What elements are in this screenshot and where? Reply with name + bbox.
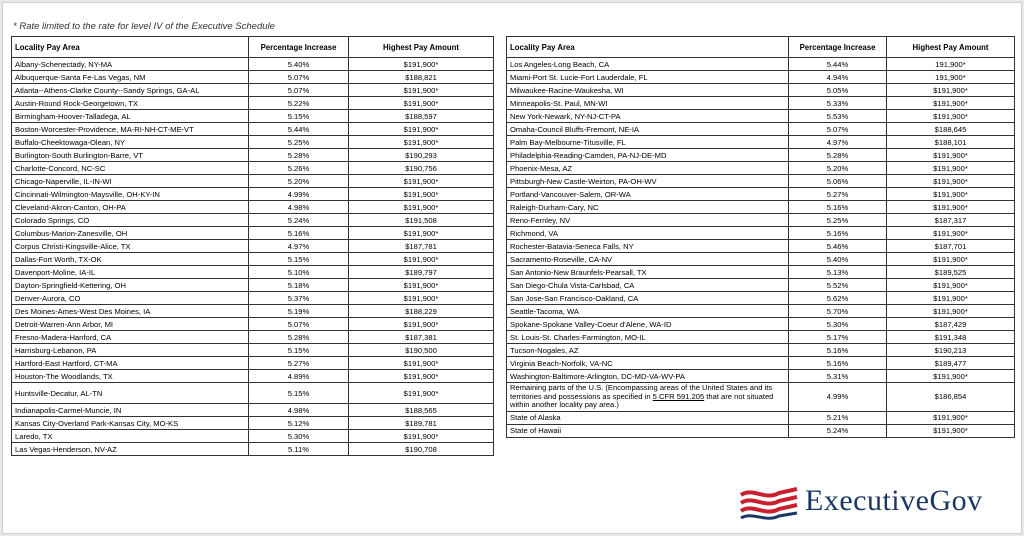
locality-cell: Spokane-Spokane Valley-Coeur d'Alene, WA-ID bbox=[507, 318, 789, 331]
pay-cell: $190,756 bbox=[349, 162, 494, 175]
header-percentage: Percentage Increase bbox=[249, 37, 349, 58]
table-row bbox=[507, 84, 1015, 97]
table-row bbox=[12, 344, 494, 357]
pay-cell: $189,525 bbox=[887, 266, 1015, 279]
table-row bbox=[507, 344, 1015, 357]
percentage-cell: 5.28% bbox=[249, 331, 349, 344]
percentage-cell: 5.11% bbox=[249, 443, 349, 456]
percentage-cell: 5.15% bbox=[249, 253, 349, 266]
pay-cell: $191,900* bbox=[349, 370, 494, 383]
percentage-cell: 5.44% bbox=[789, 58, 887, 71]
locality-cell: State of Hawaii bbox=[507, 424, 789, 437]
locality-cell: Cincinnati-Wilmington-Maysville, OH-KY-IN bbox=[12, 188, 249, 201]
table-row bbox=[12, 58, 494, 71]
pay-cell: $191,900* bbox=[349, 58, 494, 71]
table-row bbox=[507, 110, 1015, 123]
percentage-cell: 5.62% bbox=[789, 292, 887, 305]
percentage-cell: 5.28% bbox=[249, 149, 349, 162]
table-row bbox=[507, 162, 1015, 175]
header-locality: Locality Pay Area bbox=[507, 37, 789, 58]
percentage-cell: 5.20% bbox=[249, 175, 349, 188]
locality-cell: St. Louis-St. Charles-Farmington, MO-IL bbox=[507, 331, 789, 344]
flag-waves-icon bbox=[739, 487, 799, 521]
locality-cell: Dallas-Fort Worth, TX-OK bbox=[12, 253, 249, 266]
pay-cell: $190,293 bbox=[349, 149, 494, 162]
pay-cell: $191,900* bbox=[887, 279, 1015, 292]
locality-cell: San Diego-Chula Vista-Carlsbad, CA bbox=[507, 279, 789, 292]
percentage-cell: 5.18% bbox=[249, 279, 349, 292]
table-row bbox=[507, 201, 1015, 214]
percentage-cell: 5.16% bbox=[249, 227, 349, 240]
locality-cell: State of Alaska bbox=[507, 411, 789, 424]
locality-cell: Fresno-Madera-Hanford, CA bbox=[12, 331, 249, 344]
table-row bbox=[12, 110, 494, 123]
percentage-cell: 5.40% bbox=[249, 58, 349, 71]
table-row bbox=[507, 424, 1015, 437]
pay-cell: $191,900* bbox=[349, 123, 494, 136]
content-frame bbox=[2, 2, 1022, 534]
table-row bbox=[12, 240, 494, 253]
pay-cell: $187,701 bbox=[887, 240, 1015, 253]
table-row bbox=[507, 318, 1015, 331]
pay-cell: $189,781 bbox=[349, 417, 494, 430]
table-row bbox=[12, 136, 494, 149]
executivegov-logo bbox=[739, 483, 1019, 523]
locality-cell: Houston-The Woodlands, TX bbox=[12, 370, 249, 383]
table-row bbox=[507, 58, 1015, 71]
percentage-cell: 5.07% bbox=[249, 84, 349, 97]
percentage-cell: 5.28% bbox=[789, 149, 887, 162]
pay-cell: $190,213 bbox=[887, 344, 1015, 357]
table-header-row bbox=[507, 37, 1015, 58]
percentage-cell: 4.98% bbox=[249, 201, 349, 214]
table-row bbox=[12, 266, 494, 279]
percentage-cell: 5.26% bbox=[249, 162, 349, 175]
percentage-cell: 5.07% bbox=[249, 318, 349, 331]
percentage-cell: 5.15% bbox=[249, 344, 349, 357]
locality-cell: Sacramento-Roseville, CA-NV bbox=[507, 253, 789, 266]
locality-cell: Indianapolis-Carmel-Muncie, IN bbox=[12, 404, 249, 417]
locality-cell: Harrisburg-Lebanon, PA bbox=[12, 344, 249, 357]
table-row bbox=[12, 201, 494, 214]
locality-cell: Omaha-Council Bluffs-Fremont, NE-IA bbox=[507, 123, 789, 136]
locality-cell: Austin-Round Rock-Georgetown, TX bbox=[12, 97, 249, 110]
locality-cell: San Antonio-New Braunfels-Pearsall, TX bbox=[507, 266, 789, 279]
percentage-cell: 5.15% bbox=[249, 110, 349, 123]
percentage-cell: 4.94% bbox=[789, 71, 887, 84]
table-row bbox=[507, 214, 1015, 227]
locality-cell: Des Moines-Ames-West Des Moines, IA bbox=[12, 305, 249, 318]
percentage-cell: 5.31% bbox=[789, 370, 887, 383]
locality-cell: Phoenix-Mesa, AZ bbox=[507, 162, 789, 175]
locality-cell: Detroit-Warren-Ann Arbor, MI bbox=[12, 318, 249, 331]
pay-cell: $191,900* bbox=[349, 227, 494, 240]
locality-cell: Albany-Schenectady, NY-MA bbox=[12, 58, 249, 71]
locality-cell: Minneapolis-St. Paul, MN-WI bbox=[507, 97, 789, 110]
table-row bbox=[507, 175, 1015, 188]
logo-wordmark: ExecutiveGov bbox=[805, 484, 983, 517]
percentage-cell: 5.07% bbox=[789, 123, 887, 136]
pay-cell: $191,900* bbox=[349, 175, 494, 188]
table-row-remaining-us bbox=[507, 383, 1015, 412]
header-highest-pay: Highest Pay Amount bbox=[349, 37, 494, 58]
table-row bbox=[507, 357, 1015, 370]
pay-cell: $191,900* bbox=[349, 97, 494, 110]
pay-cell: $187,317 bbox=[887, 214, 1015, 227]
locality-cell: Albuquerque-Santa Fe-Las Vegas, NM bbox=[12, 71, 249, 84]
locality-cell: Huntsville-Decatur, AL-TN bbox=[12, 383, 249, 404]
percentage-cell: 4.99% bbox=[789, 383, 887, 412]
pay-cell: 191,900* bbox=[887, 71, 1015, 84]
pay-cell: $191,900* bbox=[349, 188, 494, 201]
pay-cell: $187,429 bbox=[887, 318, 1015, 331]
pay-cell: $191,900* bbox=[887, 97, 1015, 110]
percentage-cell: 5.13% bbox=[789, 266, 887, 279]
table-row bbox=[507, 188, 1015, 201]
locality-cell: Dayton-Springfield-Kettering, OH bbox=[12, 279, 249, 292]
header-locality: Locality Pay Area bbox=[12, 37, 249, 58]
locality-cell: Tucson-Nogales, AZ bbox=[507, 344, 789, 357]
percentage-cell: 5.30% bbox=[249, 430, 349, 443]
locality-cell: Birmingham-Hoover-Talladega, AL bbox=[12, 110, 249, 123]
pay-cell: $190,500 bbox=[349, 344, 494, 357]
locality-cell: Seattle-Tacoma, WA bbox=[507, 305, 789, 318]
table-row bbox=[12, 417, 494, 430]
pay-cell: $191,900* bbox=[887, 84, 1015, 97]
locality-cell: Atlanta--Athens-Clarke County--Sandy Springs, GA-AL bbox=[12, 84, 249, 97]
locality-cell: Cleveland-Akron-Canton, OH-PA bbox=[12, 201, 249, 214]
table-row bbox=[507, 279, 1015, 292]
pay-cell: $191,508 bbox=[349, 214, 494, 227]
table-row bbox=[12, 84, 494, 97]
pay-cell: $191,900* bbox=[887, 149, 1015, 162]
locality-cell: Reno-Fernley, NV bbox=[507, 214, 789, 227]
table-row bbox=[507, 411, 1015, 424]
table-row bbox=[507, 71, 1015, 84]
locality-cell: Palm Bay-Melbourne-Titusville, FL bbox=[507, 136, 789, 149]
pay-cell: $187,381 bbox=[349, 331, 494, 344]
pay-cell: $191,900* bbox=[349, 253, 494, 266]
header-highest-pay: Highest Pay Amount bbox=[887, 37, 1015, 58]
table-row bbox=[507, 136, 1015, 149]
locality-cell: Portland-Vancouver-Salem, OR-WA bbox=[507, 188, 789, 201]
percentage-cell: 5.16% bbox=[789, 227, 887, 240]
header-percentage: Percentage Increase bbox=[789, 37, 887, 58]
percentage-cell: 5.05% bbox=[789, 84, 887, 97]
percentage-cell: 4.89% bbox=[249, 370, 349, 383]
cfr-link[interactable]: 5 CFR 591.205 bbox=[652, 391, 705, 401]
percentage-cell: 5.27% bbox=[789, 188, 887, 201]
table-row bbox=[12, 123, 494, 136]
locality-cell: Burlington-South Burlington-Barre, VT bbox=[12, 149, 249, 162]
locality-cell: Kansas City-Overland Park-Kansas City, MO-KS bbox=[12, 417, 249, 430]
locality-cell: Buffalo-Cheektowaga-Olean, NY bbox=[12, 136, 249, 149]
pay-cell: $191,900* bbox=[887, 110, 1015, 123]
locality-cell: Columbus-Marion-Zanesville, OH bbox=[12, 227, 249, 240]
percentage-cell: 5.17% bbox=[789, 331, 887, 344]
locality-cell: Pittsburgh-New Castle-Weirton, PA-OH-WV bbox=[507, 175, 789, 188]
pay-cell: $191,900* bbox=[349, 430, 494, 443]
pay-cell: $191,900* bbox=[887, 370, 1015, 383]
locality-cell: Chicago-Naperville, IL-IN-WI bbox=[12, 175, 249, 188]
table-row bbox=[507, 149, 1015, 162]
percentage-cell: 5.25% bbox=[789, 214, 887, 227]
pay-cell: $187,781 bbox=[349, 240, 494, 253]
percentage-cell: 5.46% bbox=[789, 240, 887, 253]
table-row bbox=[507, 266, 1015, 279]
locality-table-left bbox=[11, 36, 494, 456]
footnote: * Rate limited to the rate for level IV of the Executive Schedule bbox=[13, 21, 275, 32]
locality-cell: Raleigh-Durham-Cary, NC bbox=[507, 201, 789, 214]
pay-cell: $191,900* bbox=[887, 201, 1015, 214]
locality-cell: Virginia Beach-Norfolk, VA-NC bbox=[507, 357, 789, 370]
pay-cell: $191,900* bbox=[349, 292, 494, 305]
percentage-cell: 5.33% bbox=[789, 97, 887, 110]
pay-cell: $188,645 bbox=[887, 123, 1015, 136]
percentage-cell: 5.21% bbox=[789, 411, 887, 424]
table-row bbox=[12, 279, 494, 292]
table-row bbox=[507, 292, 1015, 305]
table-row bbox=[12, 162, 494, 175]
locality-cell: Los Angeles-Long Beach, CA bbox=[507, 58, 789, 71]
percentage-cell: 5.70% bbox=[789, 305, 887, 318]
locality-cell: Las Vegas-Henderson, NV-AZ bbox=[12, 443, 249, 456]
table-row bbox=[12, 404, 494, 417]
pay-cell: $191,900* bbox=[349, 201, 494, 214]
table-row bbox=[507, 331, 1015, 344]
percentage-cell: 5.22% bbox=[249, 97, 349, 110]
pay-cell: $191,348 bbox=[887, 331, 1015, 344]
percentage-cell: 5.37% bbox=[249, 292, 349, 305]
locality-cell: Hartford-East Hartford, CT-MA bbox=[12, 357, 249, 370]
table-row bbox=[507, 305, 1015, 318]
table-row bbox=[12, 305, 494, 318]
locality-cell: Denver-Aurora, CO bbox=[12, 292, 249, 305]
table-row bbox=[507, 123, 1015, 136]
table-row bbox=[507, 227, 1015, 240]
pay-cell: $189,477 bbox=[887, 357, 1015, 370]
percentage-cell: 5.06% bbox=[789, 175, 887, 188]
table-row bbox=[12, 331, 494, 344]
table-row bbox=[12, 443, 494, 456]
percentage-cell: 5.10% bbox=[249, 266, 349, 279]
pay-cell: $191,900* bbox=[887, 411, 1015, 424]
table-row bbox=[12, 253, 494, 266]
locality-cell: Remaining parts of the U.S. (Encompassing areas of the United States and its territories and possessions as specified in 5 CFR 591.205 that are not situated within another locality pay area.) bbox=[507, 383, 789, 412]
pay-cell: $191,900* bbox=[887, 253, 1015, 266]
pay-cell: $191,900* bbox=[349, 136, 494, 149]
table-row bbox=[12, 149, 494, 162]
table-row bbox=[12, 227, 494, 240]
pay-cell: $191,900* bbox=[349, 84, 494, 97]
percentage-cell: 5.30% bbox=[789, 318, 887, 331]
percentage-cell: 4.99% bbox=[249, 188, 349, 201]
table-row bbox=[12, 71, 494, 84]
locality-cell: Richmond, VA bbox=[507, 227, 789, 240]
locality-cell: Rochester-Batavia-Seneca Falls, NY bbox=[507, 240, 789, 253]
pay-cell: $191,900* bbox=[349, 383, 494, 404]
table-row bbox=[12, 175, 494, 188]
pay-cell: $188,821 bbox=[349, 71, 494, 84]
table-row bbox=[12, 318, 494, 331]
locality-cell: San Jose-San Francisco-Oakland, CA bbox=[507, 292, 789, 305]
locality-cell: Boston-Worcester-Providence, MA-RI-NH-CT-ME-VT bbox=[12, 123, 249, 136]
table-row bbox=[507, 240, 1015, 253]
percentage-cell: 5.25% bbox=[249, 136, 349, 149]
pay-cell: $191,900* bbox=[887, 292, 1015, 305]
locality-cell: Charlotte-Concord, NC-SC bbox=[12, 162, 249, 175]
locality-cell: Washington-Baltimore-Arlington, DC-MD-VA-WV-PA bbox=[507, 370, 789, 383]
percentage-cell: 5.24% bbox=[789, 424, 887, 437]
percentage-cell: 4.97% bbox=[789, 136, 887, 149]
pay-cell: $186,854 bbox=[887, 383, 1015, 412]
percentage-cell: 5.19% bbox=[249, 305, 349, 318]
locality-cell: Colorado Springs, CO bbox=[12, 214, 249, 227]
table-row bbox=[12, 97, 494, 110]
locality-cell: Davenport-Moline, IA-IL bbox=[12, 266, 249, 279]
pay-cell: $190,708 bbox=[349, 443, 494, 456]
locality-cell: Miami-Port St. Lucie-Fort Lauderdale, FL bbox=[507, 71, 789, 84]
table-row bbox=[12, 292, 494, 305]
pay-cell: $188,229 bbox=[349, 305, 494, 318]
pay-cell: $188,565 bbox=[349, 404, 494, 417]
pay-cell: $189,797 bbox=[349, 266, 494, 279]
table-row bbox=[507, 97, 1015, 110]
table-row bbox=[12, 370, 494, 383]
percentage-cell: 5.27% bbox=[249, 357, 349, 370]
table-row bbox=[12, 188, 494, 201]
pay-cell: $191,900* bbox=[887, 227, 1015, 240]
pay-cell: $191,900* bbox=[887, 424, 1015, 437]
percentage-cell: 5.53% bbox=[789, 110, 887, 123]
percentage-cell: 4.98% bbox=[249, 404, 349, 417]
percentage-cell: 5.40% bbox=[789, 253, 887, 266]
percentage-cell: 5.44% bbox=[249, 123, 349, 136]
percentage-cell: 5.20% bbox=[789, 162, 887, 175]
percentage-cell: 5.52% bbox=[789, 279, 887, 292]
percentage-cell: 5.16% bbox=[789, 201, 887, 214]
table-row bbox=[12, 357, 494, 370]
pay-cell: $191,900* bbox=[349, 318, 494, 331]
percentage-cell: 5.15% bbox=[249, 383, 349, 404]
percentage-cell: 5.12% bbox=[249, 417, 349, 430]
percentage-cell: 4.97% bbox=[249, 240, 349, 253]
pay-cell: 191,900* bbox=[887, 58, 1015, 71]
pay-cell: $191,900* bbox=[887, 175, 1015, 188]
locality-table-right bbox=[506, 36, 1015, 438]
locality-cell: Philadelphia-Reading-Camden, PA-NJ-DE-MD bbox=[507, 149, 789, 162]
locality-cell: New York-Newark, NY-NJ-CT-PA bbox=[507, 110, 789, 123]
table-row bbox=[12, 383, 494, 404]
locality-cell: Laredo, TX bbox=[12, 430, 249, 443]
percentage-cell: 5.07% bbox=[249, 71, 349, 84]
percentage-cell: 5.16% bbox=[789, 344, 887, 357]
pay-cell: $191,900* bbox=[887, 162, 1015, 175]
table-header-row bbox=[12, 37, 494, 58]
pay-cell: $188,597 bbox=[349, 110, 494, 123]
pay-cell: $191,900* bbox=[887, 188, 1015, 201]
locality-cell: Milwaukee-Racine-Waukesha, WI bbox=[507, 84, 789, 97]
pay-cell: $188,101 bbox=[887, 136, 1015, 149]
table-row bbox=[507, 253, 1015, 266]
table-row bbox=[12, 214, 494, 227]
locality-cell: Corpus Christi-Kingsville-Alice, TX bbox=[12, 240, 249, 253]
pay-cell: $191,900* bbox=[349, 357, 494, 370]
pay-cell: $191,900* bbox=[349, 279, 494, 292]
table-row bbox=[12, 430, 494, 443]
percentage-cell: 5.24% bbox=[249, 214, 349, 227]
table-row bbox=[507, 370, 1015, 383]
pay-cell: $191,900* bbox=[887, 305, 1015, 318]
percentage-cell: 5.16% bbox=[789, 357, 887, 370]
